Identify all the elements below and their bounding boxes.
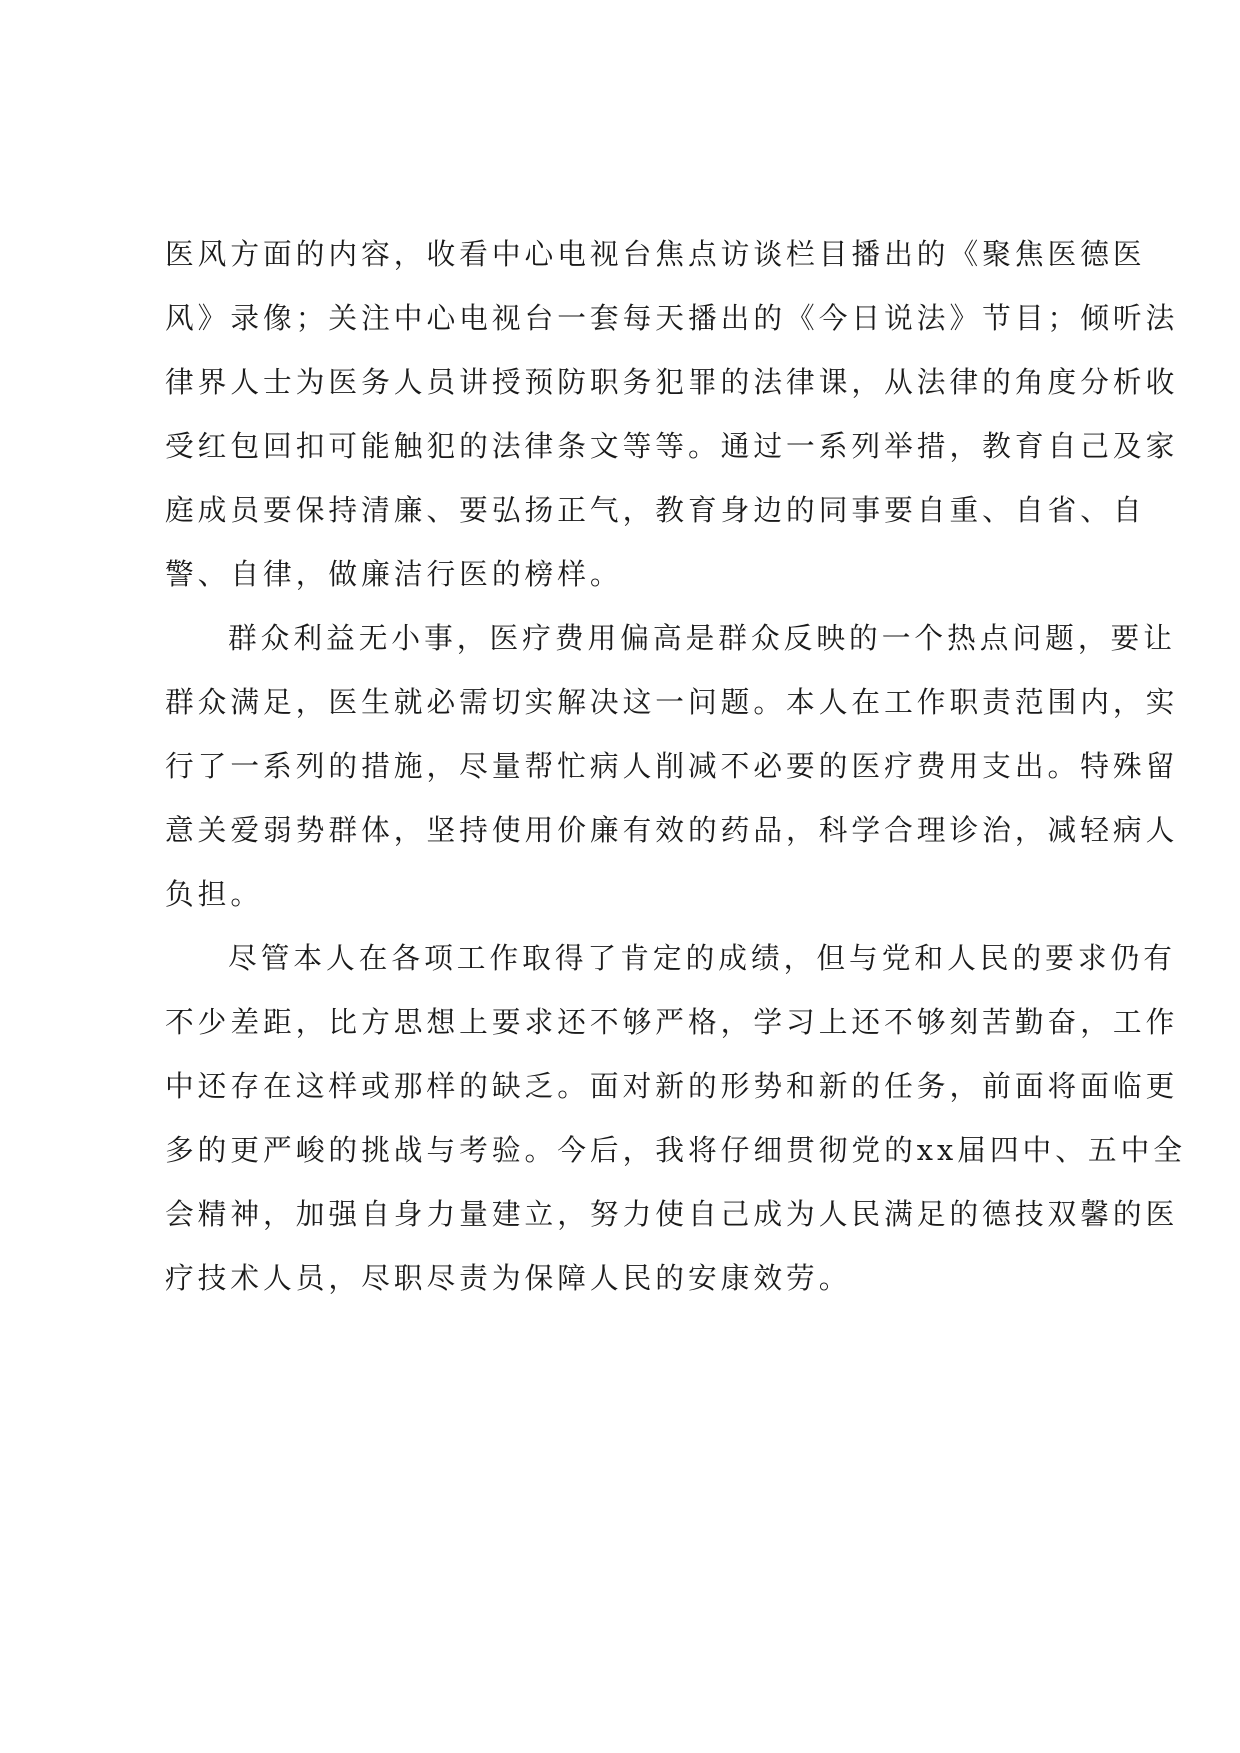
document-body: [165, 222, 1186, 1310]
paragraph-2: [165, 606, 1179, 926]
paragraph-line: 群众利益无小事，医疗费用偏高是群众反映的一个热点问题，要让: [228, 621, 1176, 655]
paragraph-line: 意关爱弱势群体，坚持使用价廉有效的药品，科学合理诊治，减轻病人: [165, 813, 1179, 847]
paragraph-line: 负担。: [165, 877, 264, 911]
paragraph-line: 会精神，加强自身力量建立，努力使自己成为人民满足的德技双馨的医: [165, 1197, 1179, 1231]
paragraph-line: 群众满足，医生就必需切实解决这一问题。本人在工作职责范围内，实: [165, 685, 1179, 719]
paragraph-3: [165, 926, 1186, 1310]
paragraph-line: 医风方面的内容，收看中心电视台焦点访谈栏目播出的《聚焦医德医: [165, 237, 1146, 271]
paragraph-line: 不少差距，比方思想上要求还不够严格，学习上还不够刻苦勤奋，工作: [165, 1005, 1179, 1039]
paragraph-line: 庭成员要保持清廉、要弘扬正气，教育身边的同事要自重、自省、自: [165, 493, 1146, 527]
paragraph-line: 中还存在这样或那样的缺乏。面对新的形势和新的任务，前面将面临更: [165, 1069, 1179, 1103]
paragraph-line: 多的更严峻的挑战与考验。今后，我将仔细贯彻党的xx届四中、五中全: [165, 1133, 1186, 1167]
paragraph-line: 律界人士为医务人员讲授预防职务犯罪的法律课，从法律的角度分析收: [165, 365, 1179, 399]
paragraph-line: 风》录像；关注中心电视台一套每天播出的《今日说法》节目；倾听法: [165, 301, 1179, 335]
paragraph-line: 尽管本人在各项工作取得了肯定的成绩，但与党和人民的要求仍有: [228, 941, 1176, 975]
paragraph-1: [165, 222, 1179, 606]
paragraph-line: 警、自律，做廉洁行医的榜样。: [165, 557, 623, 591]
paragraph-line: 受红包回扣可能触犯的法律条文等等。通过一系列举措，教育自己及家: [165, 429, 1179, 463]
paragraph-line: 行了一系列的措施，尽量帮忙病人削减不必要的医疗费用支出。特殊留: [165, 749, 1179, 783]
paragraph-line: 疗技术人员，尽职尽责为保障人民的安康效劳。: [165, 1261, 852, 1295]
